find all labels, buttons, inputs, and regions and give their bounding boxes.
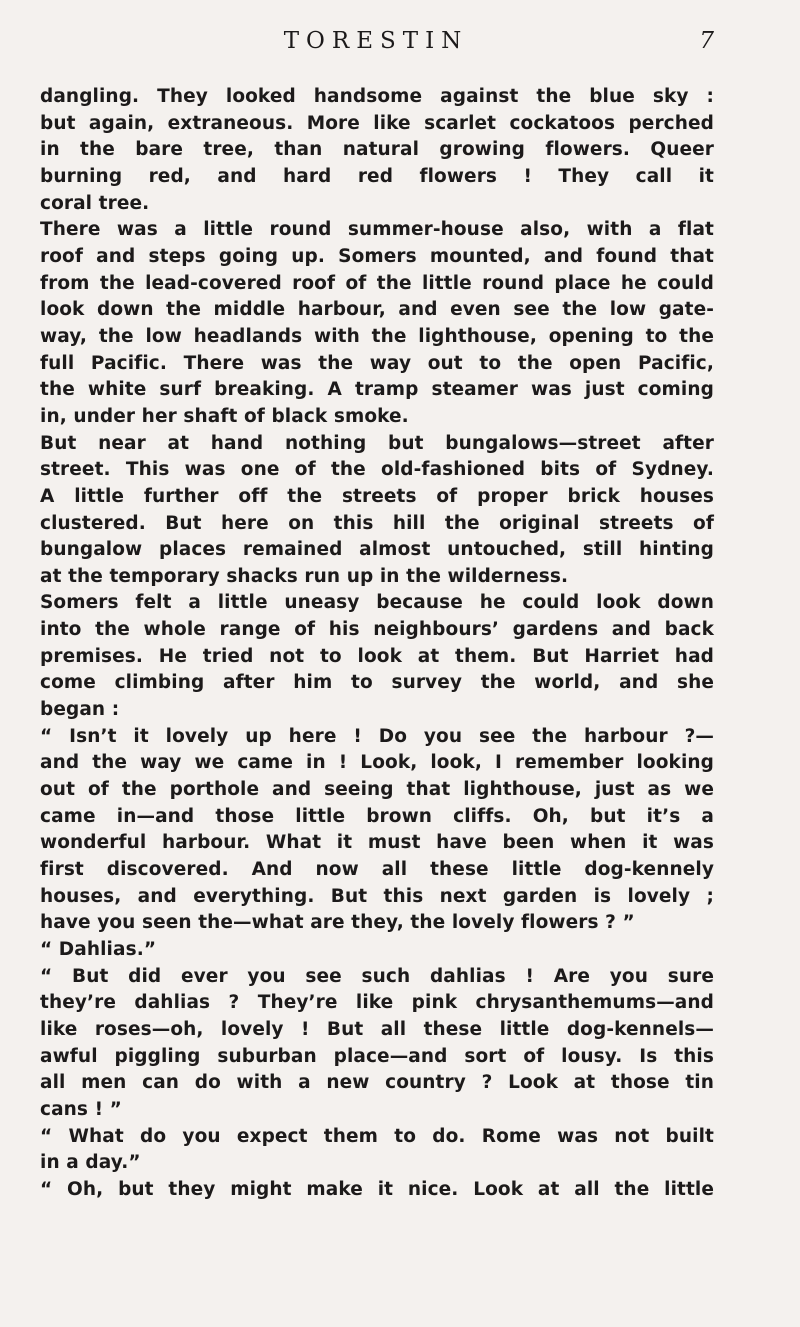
text-line: the white surf breaking. A tramp steamer was just coming	[40, 379, 714, 401]
text-line: in the bare tree, than natural growing flowers. Queer	[40, 139, 714, 161]
text-line: began :	[40, 699, 120, 721]
text-line: “ Dahlias.”	[40, 939, 157, 960]
text-line: “ Oh, but they might make it nice. Look at all the little	[40, 1178, 714, 1200]
body-text	[40, 84, 714, 1204]
text-line: in a day.”	[40, 1152, 141, 1174]
text-line: and the way we came in ! Look, look, I remember looking	[40, 752, 714, 774]
text-line: full Pacific. There was the way out to the open Pacific,	[40, 352, 714, 374]
text-line: came in—and those little brown cliffs. Oh, but it’s a	[40, 805, 714, 827]
text-line: way, the low headlands with the lighthouse, opening to the	[40, 325, 714, 347]
text-line: have you seen the—what are they, the lovely flowers ? ”	[40, 912, 635, 934]
text-line: like roses—oh, lovely ! But all these little dog-kennels—	[40, 1018, 714, 1040]
text-line: at the temporary shacks run up in the wilderness.	[40, 565, 569, 587]
text-line: in, under her shaft of black smoke.	[40, 405, 409, 427]
text-line: street. This was one of the old-fashioned bits of Sydney.	[40, 459, 714, 481]
text-line: clustered. But here on this hill the original streets of	[40, 512, 714, 534]
text-line: A little further off the streets of proper brick houses	[40, 485, 714, 507]
running-title: TORESTIN	[283, 28, 469, 54]
text-line: roof and steps going up. Somers mounted, and found that	[40, 245, 714, 267]
text-line: bungalow places remained almost untouched, still hinting	[40, 539, 714, 561]
text-line: houses, and everything. But this next garden is lovely ;	[40, 885, 714, 907]
text-line: burning red, and hard red flowers ! They call it	[40, 165, 714, 187]
text-line: But near at hand nothing but bungalows—street after	[40, 432, 714, 454]
text-line: “ But did ever you see such dahlias ! Are you sure	[40, 965, 714, 987]
text-line: There was a little round summer-house also, with a flat	[40, 219, 714, 241]
text-line: from the lead-covered roof of the little round place he could	[40, 272, 714, 294]
text-line: “ What do you expect them to do. Rome was not built	[40, 1125, 714, 1147]
text-line: cans ! ”	[40, 1098, 122, 1120]
text-line: premises. He tried not to look at them. But Harriet had	[40, 645, 714, 667]
text-line: awful piggling suburban place—and sort of lousy. Is this	[40, 1045, 714, 1067]
text-line: into the whole range of his neighbours’ gardens and back	[40, 619, 714, 641]
text-line: they’re dahlias ? They’re like pink chrysanthemums—and	[40, 992, 714, 1014]
text-line: out of the porthole and seeing that lighthouse, just as we	[40, 779, 714, 801]
text-line: first discovered. And now all these little dog-kennely	[40, 859, 714, 881]
text-line: come climbing after him to survey the world, and she	[40, 672, 714, 694]
running-head	[38, 26, 714, 56]
text-line: coral tree.	[40, 192, 150, 214]
page-number: 7	[699, 28, 714, 54]
text-line: wonderful harbour. What it must have been when it was	[40, 832, 714, 854]
text-line: “ Isn’t it lovely up here ! Do you see the harbour ?—	[40, 725, 714, 747]
text-line: dangling. They looked handsome against the blue sky :	[40, 86, 714, 107]
text-line: but again, extraneous. More like scarlet cockatoos perched	[40, 112, 714, 134]
text-line: look down the middle harbour, and even see the low gate-	[40, 299, 714, 321]
text-line: all men can do with a new country ? Look at those tin	[40, 1072, 714, 1094]
text-line: Somers felt a little uneasy because he could look down	[40, 592, 714, 614]
